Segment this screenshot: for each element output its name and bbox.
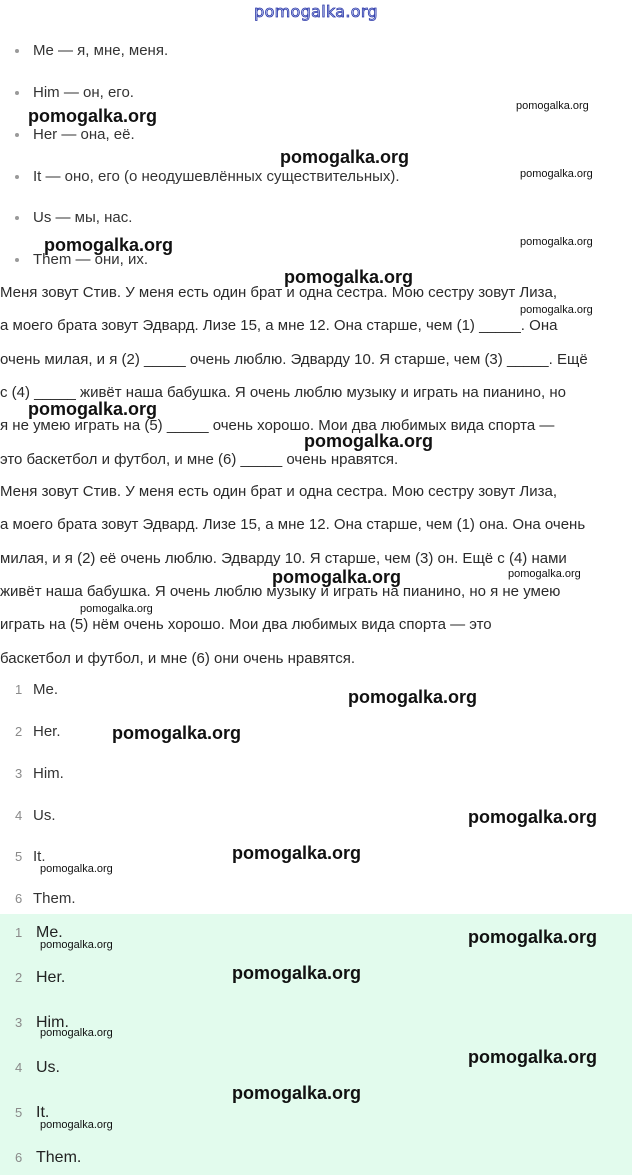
answer-number: 3 <box>15 1015 23 1030</box>
answer-text: Her. <box>33 723 61 740</box>
bullet-dot-icon <box>15 175 19 179</box>
answer-number: 2 <box>15 970 23 985</box>
pronoun-them: Them — они, их. <box>33 251 149 268</box>
answer-text: Us. <box>36 1059 60 1076</box>
watermark: pomogalka.org <box>508 568 581 580</box>
watermark: pomogalka.org <box>516 100 589 112</box>
bullet-dot-icon <box>15 49 19 53</box>
answer-text: Me. <box>33 681 59 698</box>
watermark: pomogalka.org <box>304 431 434 451</box>
bullet-dot-icon <box>15 258 19 262</box>
watermark: pomogalka.org <box>520 304 593 316</box>
watermark: pomogalka.org <box>28 399 158 419</box>
answer-text: Her. <box>36 969 66 986</box>
answer-number: 5 <box>15 849 23 864</box>
watermark: pomogalka.org <box>40 939 113 951</box>
text-line: живёт наша бабушка. Я очень люблю музыку и играть на пианино, но я не умею <box>0 583 561 600</box>
watermark: pomogalka.org <box>468 927 598 947</box>
text-line: играть на (5) нём очень хорошо. Мои два любимых вида спорта — это <box>0 616 492 633</box>
text-line: а моего брата зовут Эдвард. Лизе 15, а мне 12. Она старше, чем (1) она. Она очень <box>0 516 586 533</box>
site-header-watermark[interactable]: pomogalka.org <box>254 2 378 21</box>
watermark: pomogalka.org <box>272 567 402 587</box>
answer-text: Them. <box>36 1149 82 1166</box>
pronoun-him: Him — он, его. <box>33 84 134 101</box>
answer-text: Them. <box>33 890 76 907</box>
answer-number: 1 <box>15 682 23 697</box>
answer-text: It. <box>33 848 46 865</box>
text-line: милая, и я (2) её очень люблю. Эдварду 10. Я старше, чем (3) он. Ещё с (4) нами <box>0 550 567 567</box>
watermark: pomogalka.org <box>284 267 414 287</box>
bullet-dot-icon <box>15 133 19 137</box>
watermark: pomogalka.org <box>280 147 410 167</box>
answer-number: 6 <box>15 891 23 906</box>
watermark: pomogalka.org <box>468 1047 598 1067</box>
pronoun-us: Us — мы, нас. <box>33 209 133 226</box>
text-line: Меня зовут Стив. У меня есть один брат и одна сестра. Мою сестру зовут Лиза, <box>0 483 558 500</box>
answer-number: 4 <box>15 1060 23 1075</box>
answer-number: 6 <box>15 1150 23 1165</box>
bullet-dot-icon <box>15 91 19 95</box>
pronoun-me: Me — я, мне, меня. <box>33 42 169 59</box>
watermark: pomogalka.org <box>520 236 593 248</box>
answer-number: 4 <box>15 808 23 823</box>
answer-number: 3 <box>15 766 23 781</box>
watermark: pomogalka.org <box>44 235 174 255</box>
watermark: pomogalka.org <box>232 963 362 983</box>
answer-list-highlighted <box>0 914 632 1175</box>
pronoun-it: It — оно, его (о неодушевлённых существительных). <box>33 168 400 185</box>
watermark: pomogalka.org <box>348 687 478 707</box>
text-line: Меня зовут Стив. У меня есть один брат и одна сестра. Мою сестру зовут Лиза, <box>0 284 558 301</box>
text-line: я не умею играть на (5) _____ очень хорошо. Мои два любимых вида спорта — <box>0 417 555 434</box>
watermark: pomogalka.org <box>40 1119 113 1131</box>
text-line: а моего брата зовут Эдвард. Лизе 15, а мне 12. Она старше, чем (1) _____. Она <box>0 317 558 334</box>
pronoun-her: Her — она, её. <box>33 126 135 143</box>
watermark: pomogalka.org <box>28 106 158 126</box>
answer-text: Us. <box>33 807 56 824</box>
watermark: pomogalka.org <box>80 603 153 615</box>
watermark: pomogalka.org <box>40 863 113 875</box>
text-line: это баскетбол и футбол, и мне (6) _____ очень нравятся. <box>0 451 399 468</box>
answer-text: It. <box>36 1104 50 1121</box>
answer-text: Him. <box>33 765 64 782</box>
watermark: pomogalka.org <box>520 168 593 180</box>
answer-text: Me. <box>36 924 63 941</box>
answer-number: 1 <box>15 925 23 940</box>
watermark: pomogalka.org <box>40 1027 113 1039</box>
watermark: pomogalka.org <box>468 807 598 827</box>
watermark: pomogalka.org <box>112 723 242 743</box>
watermark: pomogalka.org <box>232 843 362 863</box>
watermark: pomogalka.org <box>232 1083 362 1103</box>
bullet-dot-icon <box>15 216 19 220</box>
text-line: баскетбол и футбол, и мне (6) они очень нравятся. <box>0 650 355 667</box>
answer-number: 2 <box>15 724 23 739</box>
text-line: очень милая, и я (2) _____ очень люблю. Эдварду 10. Я старше, чем (3) _____. Ещё <box>0 351 588 368</box>
text-line: с (4) _____ живёт наша бабушка. Я очень люблю музыку и играть на пианино, но <box>0 384 566 401</box>
answer-text: Him. <box>36 1014 69 1031</box>
answer-number: 5 <box>15 1105 23 1120</box>
